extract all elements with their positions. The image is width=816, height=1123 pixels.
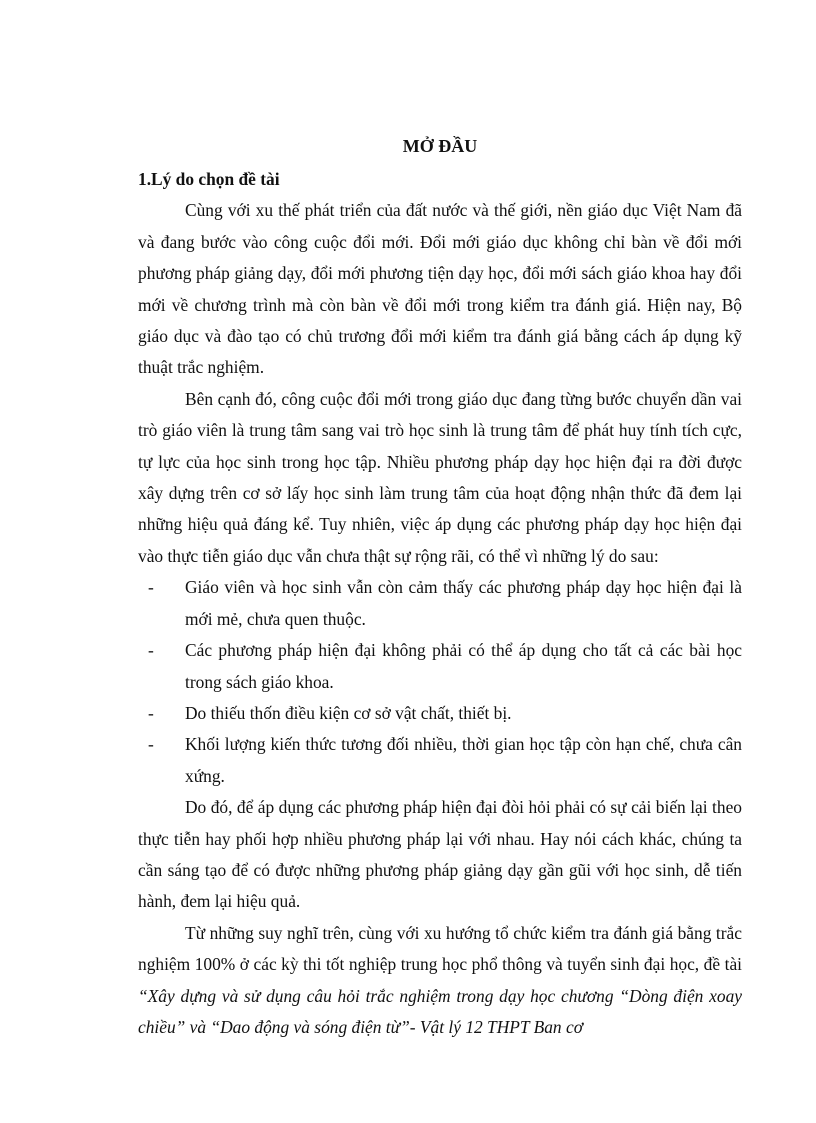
paragraph-2: Bên cạnh đó, công cuộc đổi mới trong giáo dục đang từng bước chuyển dần vai trò giáo viên là trung tâm sang vai trò học sinh là trung tâm để phát huy tính tích cực, tự lực của học sinh trong học tập. Nhiều phương pháp dạy học hiện đại ra đời được xây dựng trên cơ sở lấy học sinh làm trung tâm của hoạt động nhận thức đã đem lại những hiệu quả đáng kể. Tuy nhiên, việc áp dụng các phương pháp dạy học hiện đại vào thực tiễn giáo dục vẫn chưa thật sự rộng rãi, có thể vì những lý do sau: — [138, 388, 742, 566]
list-item — [138, 572, 742, 635]
section-heading: 1.Lý do chọn đề tài — [138, 169, 280, 189]
paragraph-4-italic-title: “Xây dựng và sử dụng câu hỏi trắc nghiệm trong dạy học chương “Dòng điện xoay chiều” và “Dao động và sóng điện từ”- Vật lý 12 THPT Ban cơ — [138, 985, 742, 1037]
paragraph-3: Do đó, để áp dụng các phương pháp hiện đại đòi hỏi phải có sự cải biến lại theo thực tiễn hay phối hợp nhiều phương pháp lại với nhau. Hay nói cách khác, chúng ta cần sáng tạo để có được những phương pháp giảng dạy gần gũi với học sinh, dễ tiến hành, đem lại hiệu quả. — [138, 797, 742, 912]
document-title: MỞ ĐẦU — [402, 136, 478, 156]
list-item-text: Khối lượng kiến thức tương đối nhiều, thời gian học tập còn hạn chế, chưa cân xứng. — [185, 734, 742, 786]
paragraph-4-lead: Từ những suy nghĩ trên, cùng với xu hướng tổ chức kiểm tra đánh giá bằng trắc nghiệm 100% ở các kỳ thi tốt nghiệp trung học phổ thông và tuyển sinh đại học, đề tài — [138, 922, 742, 975]
list-item-text: Giáo viên và học sinh vẫn còn cảm thấy các phương pháp dạy học hiện đại là mới mẻ, chưa quen thuộc. — [185, 577, 742, 629]
list-item-text: Các phương pháp hiện đại không phải có thể áp dụng cho tất cả các bài học trong sách giáo khoa. — [185, 640, 742, 692]
list-item-text: Do thiếu thốn điều kiện cơ sở vật chất, thiết bị. — [185, 702, 512, 723]
paragraph-4 — [138, 918, 742, 1044]
bullet-dash: - — [148, 640, 154, 661]
bullet-dash: - — [148, 734, 154, 755]
reasons-list — [138, 572, 742, 792]
list-item — [138, 729, 742, 792]
paragraph-1: Cùng với xu thế phát triển của đất nước và thế giới, nền giáo dục Việt Nam đã và đang bước vào công cuộc đổi mới. Đổi mới giáo dục không chỉ bàn về đổi mới phương pháp giảng dạy, đổi mới phương tiện dạy học, đổi mới sách giáo khoa hay đổi mới về chương trình mà còn bàn về đổi mới trong kiểm tra đánh giá. Hiện nay, Bộ giáo dục và đào tạo có chủ trương đổi mới kiểm tra đánh giá bằng cách áp dụng kỹ thuật trắc nghiệm. — [138, 200, 742, 378]
list-item — [138, 698, 742, 729]
document-body — [138, 131, 742, 1043]
bullet-dash: - — [148, 702, 154, 723]
list-item — [138, 635, 742, 698]
bullet-dash: - — [148, 577, 154, 598]
